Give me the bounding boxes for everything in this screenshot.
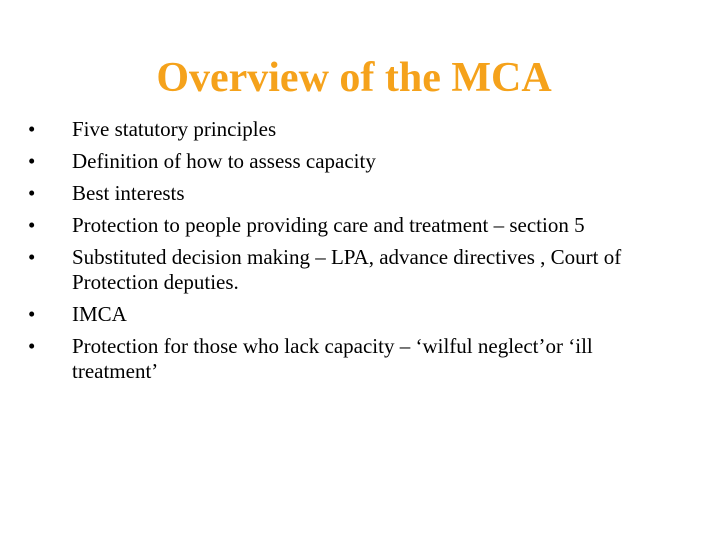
bullet-list (28, 117, 678, 391)
bullet-text: Substituted decision making – LPA, advance directives , Court of Protection deputies. (72, 245, 622, 294)
bullet-text: Definition of how to assess capacity (72, 149, 376, 173)
bullet-dot-icon: • (28, 149, 36, 173)
bullet-text: Protection to people providing care and treatment – section 5 (72, 213, 585, 237)
bullet-item (28, 334, 678, 384)
bullet-item (28, 117, 678, 142)
bullet-dot-icon: • (28, 245, 36, 269)
bullet-item (28, 181, 678, 206)
bullet-dot-icon: • (28, 334, 36, 358)
slide-title: Overview of the MCA (156, 55, 552, 101)
bullet-dot-icon: • (28, 117, 36, 141)
bullet-item (28, 245, 678, 295)
bullet-item (28, 149, 678, 174)
bullet-text: IMCA (72, 302, 127, 326)
bullet-text: Protection for those who lack capacity – ‘wilful neglect’or ‘ill treatment’ (72, 334, 593, 383)
bullet-item (28, 302, 678, 327)
bullet-text: Five statutory principles (72, 117, 277, 141)
bullet-dot-icon: • (28, 213, 36, 237)
bullet-item (28, 213, 678, 238)
bullet-dot-icon: • (28, 181, 36, 205)
bullet-dot-icon: • (28, 302, 36, 326)
bullet-text: Best interests (72, 181, 185, 205)
